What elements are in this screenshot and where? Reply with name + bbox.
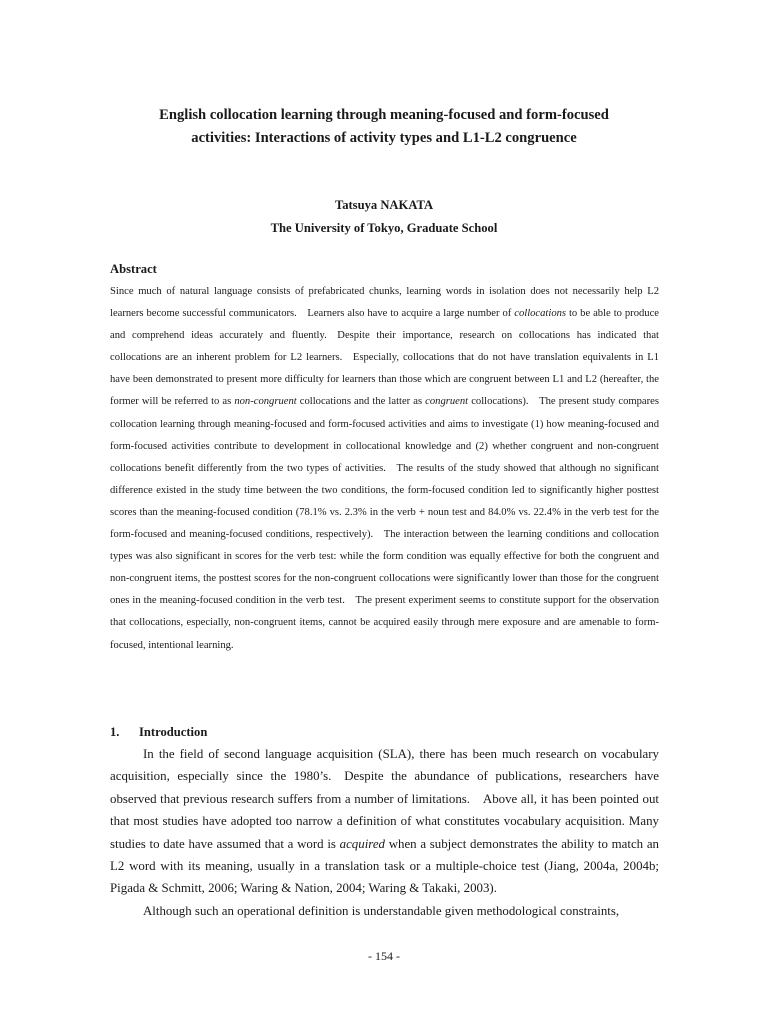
page-number: - 154 - <box>368 949 400 963</box>
title-line-1: English collocation learning through meaning-focused and form-focused <box>159 107 609 123</box>
section-number: 1. <box>110 725 120 739</box>
abstract-text-d: collocations). The present study compares collocation learning through meaning-focused and form-focused activities and aims to investigate (1) how meaning-focused and form-focused activities contribute to development in collocational knowledge and (2) whether congruent and non-congruent collocations benefit differently from the two types of activities. The results of the study showed that although no significant difference existed in the study time between the two conditions, the form-focused condition led to significantly higher posttest scores than the meaning-focused condition (78.1% vs. 2.3% in the verb + noun test and 84.0% vs. 22.4% in the verb test for the form-focused and meaning-focused conditions, respectively). The interaction between the learning conditions and collocation types was also significant in scores for the verb test: while the form condition was equally effective for both the congruent and non-congruent items, the posttest scores for the non-congruent collocations were significantly lower than those for the congruent ones in the meaning-focused condition in the verb test. The present experiment seems to constitute support for the observation that collocations, especially, non-congruent items, cannot be acquired easily through mere exposure and are amenable to form-focused, intentional learning. <box>110 396 659 651</box>
abstract-em-non-congruent: non-congruent <box>234 396 297 408</box>
intro-p1-em-acquired: acquired <box>339 836 385 851</box>
abstract-text-b: to be able to produce and comprehend ideas accurately and fluently. Despite their importance, research on collocations has indicated that collocations are an inherent problem for L2 learners. Especially, collocations that do not have translation equivalents in L1 have been demonstrated to present more difficulty for learners than those which are congruent between L1 and L2 (hereafter, the former will be referred to as <box>110 308 659 408</box>
abstract-heading: Abstract <box>110 262 157 276</box>
author-block <box>110 194 658 240</box>
introduction-body <box>110 743 659 922</box>
abstract-text-a: Since much of natural language consists of prefabricated chunks, learning words in isolation does not necessarily help L2 learners become successful communicators. Learners also have to acquire a large number of <box>110 286 659 320</box>
author-name: Tatsuya NAKATA <box>334 198 434 212</box>
author-affiliation: The University of Tokyo, Graduate School <box>270 221 498 235</box>
intro-p1-text-b: when a subject demonstrates the ability to match an L2 word with its meaning, usually in a translation task or a multiple-choice test (Jiang, 2004a, 2004b; Pigada & Schmitt, 2006; Waring & Nation, 2004; Waring & Takaki, 2003). <box>110 836 659 896</box>
introduction-paragraph-1 <box>110 743 659 900</box>
abstract-em-congruent: congruent <box>425 396 469 408</box>
abstract-em-collocations: collocations <box>514 308 567 320</box>
title-line-2: activities: Interactions of activity types and L1-L2 congruence <box>191 130 577 146</box>
abstract-body <box>110 281 659 657</box>
section-title: Introduction <box>139 725 208 739</box>
introduction-paragraph-2: Although such an operational definition is understandable given methodological constraints, <box>143 903 620 918</box>
intro-p1-text-a: In the field of second language acquisition (SLA), there has been much research on vocabulary acquisition, especially since the 1980’s. Despite the abundance of publications, researchers have observed that previous research suffers from a number of limitations. Above all, it has been pointed out that most studies have adopted too narrow a definition of what constitutes vocabulary acquisition. Many studies to date have assumed that a word is <box>110 747 659 851</box>
abstract-text-c: collocations and the latter as <box>296 396 426 408</box>
paper-title <box>110 104 658 150</box>
introduction-heading <box>110 722 207 742</box>
